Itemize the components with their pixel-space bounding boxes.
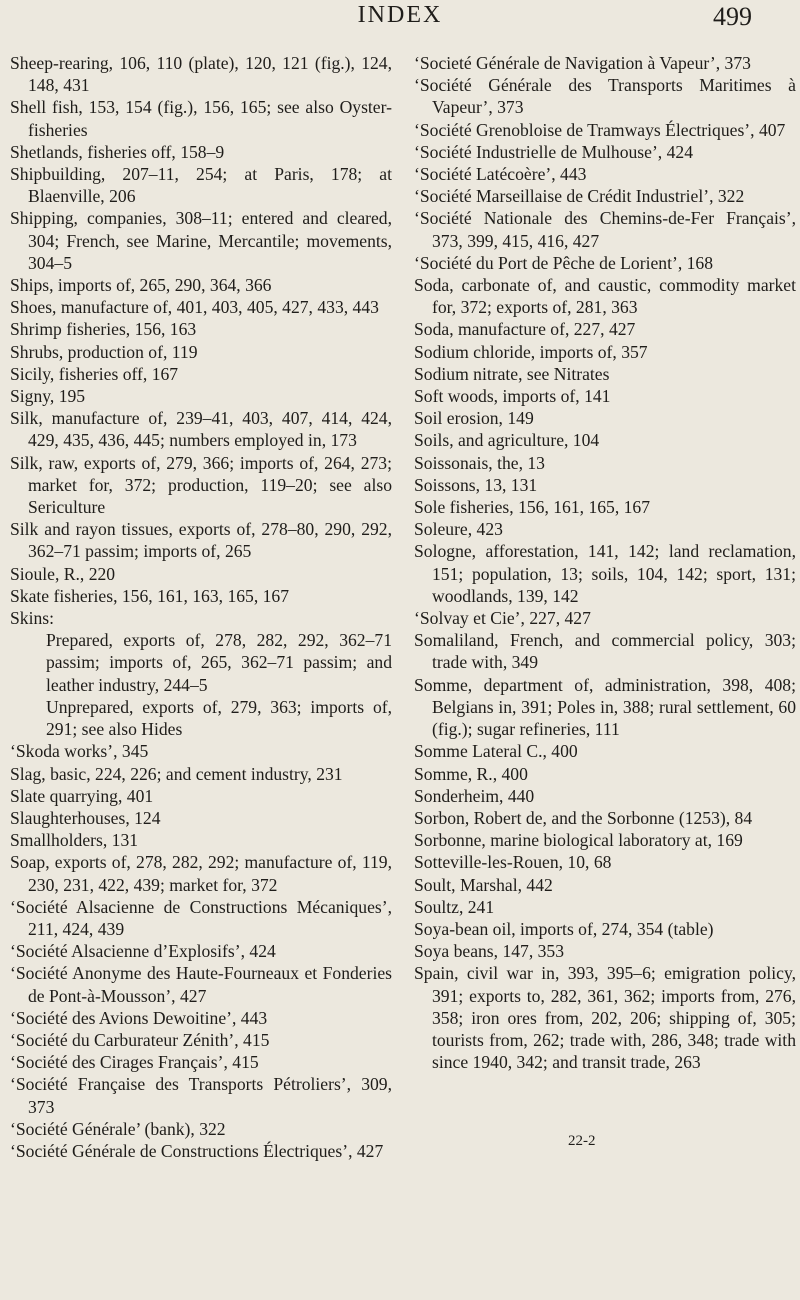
index-entry: ‘Société du Carburateur Zénith’, 415 [10, 1029, 270, 1050]
index-entry: ‘Société Latécoère’, 443 [414, 164, 587, 185]
index-entry: Somme Lateral C., 400 [414, 741, 578, 762]
index-entry: Sodium nitrate, see Nitrates [414, 363, 610, 384]
index-entry: Soissons, 13, 131 [414, 474, 538, 495]
index-entry: Soap, exports of, 278, 282, 292; manufacture of, 119, 230, 231, 422, 439; market for, 372 [10, 852, 392, 895]
index-entry: Ships, imports of, 265, 290, 364, 366 [10, 275, 272, 296]
index-entry: ‘Solvay et Cie’, 227, 427 [414, 608, 591, 629]
index-entry: Slaughterhouses, 124 [10, 807, 161, 828]
index-entry: ‘Société Nationale des Chemins-de-Fer Français’, 373, 399, 415, 416, 427 [414, 208, 796, 251]
index-entry: Signy, 195 [10, 386, 86, 407]
index-entry: Somme, department of, administration, 398, 408; Belgians in, 391; Poles in, 388; rural settlement, 60 (fig.); sugar refineries, 111 [414, 674, 796, 740]
index-entry: Somaliland, French, and commercial policy, 303; trade with, 349 [414, 630, 796, 673]
index-entry: Shrubs, production of, 119 [10, 341, 198, 362]
index-entry: ‘Société Industrielle de Mulhouse’, 424 [414, 141, 693, 162]
index-entry: Sologne, afforestation, 141, 142; land reclamation, 151; population, 13; soils, 104, 142; sport, 131; woodlands, 139, 142 [414, 541, 796, 606]
index-entry: Somme, R., 400 [414, 763, 528, 784]
running-head [0, 2, 800, 36]
index-entry: ‘Société Générale de Constructions Électriques’, 427 [10, 1140, 384, 1161]
index-columns [10, 52, 800, 1162]
index-entry: ‘Société des Cirages Français’, 415 [10, 1052, 259, 1073]
index-entry: Sodium chloride, imports of, 357 [414, 341, 648, 362]
index-entry: Sotteville-les-Rouen, 10, 68 [414, 852, 612, 873]
index-entry: Soult, Marshal, 442 [414, 874, 553, 895]
index-entry: Skate fisheries, 156, 161, 163, 165, 167 [10, 585, 290, 606]
index-entry: Shell fish, 153, 154 (fig.), 156, 165; see also Oyster-fisheries [10, 97, 392, 140]
index-entry: Soda, carbonate of, and caustic, commodity market for, 372; exports of, 281, 363 [414, 275, 796, 318]
index-entry: ‘Société Générale des Transports Maritimes à Vapeur’, 373 [414, 75, 796, 118]
index-entry: Spain, civil war in, 393, 395–6; emigration policy, 391; exports to, 282, 361, 362; imports from, 276, 358; iron ores from, 202, 206; shipping of, 305; tourists from, 262; trade with, 286, 348; trade with since 1940, 342; and transit trade, 263 [414, 963, 796, 1073]
index-entry: Slate quarrying, 401 [10, 785, 154, 806]
page-number: 499 [713, 2, 752, 31]
index-entry: ‘Société Alsacienne de Constructions Mécaniques’, 211, 424, 439 [10, 896, 392, 939]
index-entry: ‘Skoda works’, 345 [10, 741, 149, 762]
index-entry: Silk, raw, exports of, 279, 366; imports of, 264, 273; market for, 372; production, 119–20; see also Sericulture [10, 452, 392, 518]
index-entry: Soils, and agriculture, 104 [414, 430, 600, 451]
right-column [414, 52, 796, 1162]
index-entry: Prepared, exports of, 278, 282, 292, 362–71 passim; imports of, 265, 362–71 passim; and leather industry, 244–5 [46, 630, 392, 695]
index-entry: ‘Société Anonyme des Haute-Fourneaux et Fonderies de Pont-à-Mousson’, 427 [10, 963, 392, 1006]
index-entry: Soda, manufacture of, 227, 427 [414, 319, 636, 340]
index-entry: ‘Société Générale’ (bank), 322 [10, 1118, 226, 1139]
index-entry: ‘Société Marseillaise de Crédit Industriel’, 322 [414, 186, 745, 207]
index-entry: Soleure, 423 [414, 519, 503, 540]
left-column [10, 52, 392, 1162]
index-entry: Silk, manufacture of, 239–41, 403, 407, 414, 424, 429, 435, 436, 445; numbers employed in, 173 [10, 408, 392, 451]
index-entry: Shipping, companies, 308–11; entered and cleared, 304; French, see Marine, Mercantile; movements, 304–5 [10, 208, 392, 273]
index-entry: Sorbonne, marine biological laboratory at, 169 [414, 830, 743, 851]
index-entry: Soft woods, imports of, 141 [414, 386, 611, 407]
index-entry: Unprepared, exports of, 279, 363; imports of, 291; see also Hides [46, 696, 392, 740]
index-entry: Shetlands, fisheries off, 158–9 [10, 141, 225, 162]
index-entry: ‘Société Française des Transports Pétroliers’, 309, 373 [10, 1074, 392, 1117]
index-entry: Sioule, R., 220 [10, 563, 116, 584]
index-entry: Shipbuilding, 207–11, 254; at Paris, 178; at Blaenville, 206 [10, 164, 392, 207]
index-entry: Slag, basic, 224, 226; and cement industry, 231 [10, 763, 343, 784]
index-entry: Sicily, fisheries off, 167 [10, 363, 179, 384]
index-entry: Sorbon, Robert de, and the Sorbonne (1253), 84 [414, 807, 753, 828]
index-entry: ‘Société Alsacienne d’Explosifs’, 424 [10, 941, 276, 962]
index-entry: Soya beans, 147, 353 [414, 941, 565, 962]
index-entry: Soya-bean oil, imports of, 274, 354 (table) [414, 918, 714, 939]
index-entry: Shoes, manufacture of, 401, 403, 405, 427, 433, 443 [10, 297, 379, 318]
printer-signature: 22-2 [568, 1133, 596, 1149]
index-entry: Shrimp fisheries, 156, 163 [10, 319, 197, 340]
index-entry: Sole fisheries, 156, 161, 165, 167 [414, 497, 651, 518]
index-entry: Sheep-rearing, 106, 110 (plate), 120, 121 (fig.), 124, 148, 431 [10, 53, 392, 96]
index-entry: Smallholders, 131 [10, 830, 139, 851]
index-entry: ‘Société du Port de Pêche de Lorient’, 168 [414, 252, 714, 273]
index-entry: ‘Société des Avions Dewoitine’, 443 [10, 1007, 268, 1028]
index-entry: ‘Société Grenobloise de Tramways Électriques’, 407 [414, 119, 786, 140]
index-entry: Silk and rayon tissues, exports of, 278–80, 290, 292, 362–71 passim; imports of, 265 [10, 519, 392, 562]
index-entry: Skins: [10, 608, 55, 629]
index-entry: Soultz, 241 [414, 896, 495, 917]
index-entry: Soissonais, the, 13 [414, 452, 545, 473]
index-entry: Sonderheim, 440 [414, 785, 535, 806]
index-entry: ‘Societé Générale de Navigation à Vapeur’, 373 [414, 53, 751, 73]
index-entry: Soil erosion, 149 [414, 408, 534, 429]
page-title: INDEX [357, 2, 443, 28]
